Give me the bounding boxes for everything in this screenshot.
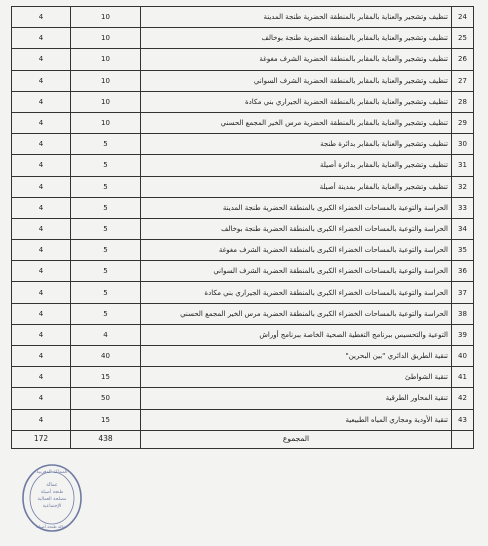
table-row <box>12 91 474 112</box>
summary-row <box>12 430 474 448</box>
row-number-cell: 40 <box>452 346 474 367</box>
stamp-line-4: مصلحة العمالية <box>37 497 67 502</box>
row-count-cell: 5 <box>71 261 141 282</box>
row-number-cell: 29 <box>452 112 474 133</box>
row-total-cell: 4 <box>12 324 71 345</box>
summary-total-cell: 172 <box>12 430 71 448</box>
row-total-cell: 4 <box>12 197 71 218</box>
row-total-cell: 4 <box>12 346 71 367</box>
row-title-cell: الحراسة والتوعية بالمساحات الخضراء الكبرى بالمنطقة الحضرية الجيراري بني مكادة <box>141 282 452 303</box>
row-count-cell: 10 <box>71 49 141 70</box>
row-number-cell: 38 <box>452 303 474 324</box>
row-total-cell: 4 <box>12 134 71 155</box>
row-total-cell: 4 <box>12 409 71 430</box>
row-count-cell: 10 <box>71 91 141 112</box>
row-total-cell: 4 <box>12 367 71 388</box>
table-row <box>12 70 474 91</box>
table-row <box>12 303 474 324</box>
row-number-cell: 34 <box>452 218 474 239</box>
row-title-cell: تنقية الطريق الدائري "بين البحرين" <box>141 346 452 367</box>
table-row <box>12 7 474 28</box>
row-count-cell: 4 <box>71 324 141 345</box>
row-total-cell: 4 <box>12 7 71 28</box>
table-row <box>12 346 474 367</box>
row-number-cell: 39 <box>452 324 474 345</box>
row-title-cell: الحراسة والتوعية بالمساحات الخضراء الكبرى بالمنطقة الحضرية طنجة بوخالف <box>141 218 452 239</box>
row-number-cell: 26 <box>452 49 474 70</box>
row-count-cell: 10 <box>71 7 141 28</box>
row-total-cell: 4 <box>12 155 71 176</box>
row-count-cell: 5 <box>71 155 141 176</box>
row-number-cell: 35 <box>452 240 474 261</box>
row-number-cell: 43 <box>452 409 474 430</box>
row-number-cell: 33 <box>452 197 474 218</box>
table-row <box>12 388 474 409</box>
row-title-cell: تنظيف وتشجير والعناية بالمقابر بالمنطقة الحضرية الشرف مغوغة <box>141 49 452 70</box>
row-number-cell: 25 <box>452 28 474 49</box>
row-total-cell: 4 <box>12 261 71 282</box>
stamp-line-3: طنجة أصيلة <box>40 490 64 495</box>
table-row <box>12 176 474 197</box>
row-title-cell: التوعية والتحسيس ببرنامج التغطية الصحية الخاصة ببرنامج أوراش <box>141 324 452 345</box>
row-number-cell: 42 <box>452 388 474 409</box>
row-title-cell: تنظيف وتشجير والعناية بالمقابر بالمنطقة الحضرية طنجة المدينة <box>141 7 452 28</box>
table-row <box>12 112 474 133</box>
row-number-cell: 41 <box>452 367 474 388</box>
table-row <box>12 409 474 430</box>
row-count-cell: 5 <box>71 282 141 303</box>
table-row <box>12 155 474 176</box>
row-number-cell: 28 <box>452 91 474 112</box>
table-row <box>12 282 474 303</box>
stamp-line-5: الإجتماعية <box>42 504 62 509</box>
row-title-cell: تنقية المحاور الطرقية <box>141 388 452 409</box>
row-total-cell: 4 <box>12 91 71 112</box>
row-title-cell: تنظيف وتشجير والعناية بالمقابر بمدينة أصيلة <box>141 176 452 197</box>
table-row <box>12 218 474 239</box>
official-stamp-icon <box>20 462 84 534</box>
row-total-cell: 4 <box>12 282 71 303</box>
row-count-cell: 10 <box>71 70 141 91</box>
summary-label-cell: المجموع <box>141 430 452 448</box>
row-title-cell: الحراسة والتوعية بالمساحات الخضراء الكبرى بالمنطقة الحضرية الشرف السواني <box>141 261 452 282</box>
summary-count-cell: 438 <box>71 430 141 448</box>
row-count-cell: 5 <box>71 197 141 218</box>
summary-empty-cell <box>452 430 474 448</box>
row-number-cell: 37 <box>452 282 474 303</box>
row-count-cell: 40 <box>71 346 141 367</box>
stamp-line-6: عمالة طنجة أصيلة <box>36 524 68 529</box>
projects-table <box>11 6 474 449</box>
row-number-cell: 30 <box>452 134 474 155</box>
row-title-cell: تنقية الشواطئ <box>141 367 452 388</box>
row-total-cell: 4 <box>12 49 71 70</box>
table-row <box>12 28 474 49</box>
row-count-cell: 5 <box>71 134 141 155</box>
table-row <box>12 134 474 155</box>
row-count-cell: 10 <box>71 112 141 133</box>
stamp-line-1: المملكة المغربية <box>36 470 68 475</box>
row-count-cell: 15 <box>71 367 141 388</box>
row-title-cell: تنظيف وتشجير والعناية بالمقابر بدائرة أصيلة <box>141 155 452 176</box>
row-count-cell: 5 <box>71 303 141 324</box>
table-row <box>12 324 474 345</box>
row-number-cell: 31 <box>452 155 474 176</box>
row-count-cell: 5 <box>71 218 141 239</box>
stamp-line-2: عمالة <box>46 482 58 488</box>
row-total-cell: 4 <box>12 28 71 49</box>
row-number-cell: 27 <box>452 70 474 91</box>
row-title-cell: الحراسة والتوعية بالمساحات الخضراء الكبرى بالمنطقة الحضرية طنجة المدينة <box>141 197 452 218</box>
row-number-cell: 32 <box>452 176 474 197</box>
row-count-cell: 10 <box>71 28 141 49</box>
table-row <box>12 240 474 261</box>
row-count-cell: 5 <box>71 240 141 261</box>
row-total-cell: 4 <box>12 388 71 409</box>
row-total-cell: 4 <box>12 176 71 197</box>
row-total-cell: 4 <box>12 218 71 239</box>
table-body <box>12 7 474 449</box>
row-total-cell: 4 <box>12 240 71 261</box>
row-title-cell: تنظيف وتشجير والعناية بالمقابر بدائرة طنجة <box>141 134 452 155</box>
row-total-cell: 4 <box>12 112 71 133</box>
row-title-cell: الحراسة والتوعية بالمساحات الخضراء الكبرى بالمنطقة الحضرية مرس الخير المجمع الحسني <box>141 303 452 324</box>
row-title-cell: تنظيف وتشجير والعناية بالمقابر بالمنطقة الحضرية طنجة بوخالف <box>141 28 452 49</box>
row-number-cell: 24 <box>452 7 474 28</box>
row-count-cell: 15 <box>71 409 141 430</box>
row-total-cell: 4 <box>12 70 71 91</box>
row-title-cell: تنظيف وتشجير والعناية بالمقابر بالمنطقة الحضرية الشرف السواني <box>141 70 452 91</box>
table-row <box>12 197 474 218</box>
row-title-cell: تنظيف وتشجير والعناية بالمقابر بالمنطقة الحضرية مرس الخير المجمع الحسني <box>141 112 452 133</box>
row-title-cell: الحراسة والتوعية بالمساحات الخضراء الكبرى بالمنطقة الحضرية الشرف مغوغة <box>141 240 452 261</box>
table-row <box>12 367 474 388</box>
row-count-cell: 5 <box>71 176 141 197</box>
table-row <box>12 49 474 70</box>
row-total-cell: 4 <box>12 303 71 324</box>
table-row <box>12 261 474 282</box>
row-number-cell: 36 <box>452 261 474 282</box>
row-title-cell: تنقية الأودية ومجاري المياه الطبيعية <box>141 409 452 430</box>
row-title-cell: تنظيف وتشجير والعناية بالمقابر بالمنطقة الحضرية الجيراري بني مكادة <box>141 91 452 112</box>
row-count-cell: 50 <box>71 388 141 409</box>
